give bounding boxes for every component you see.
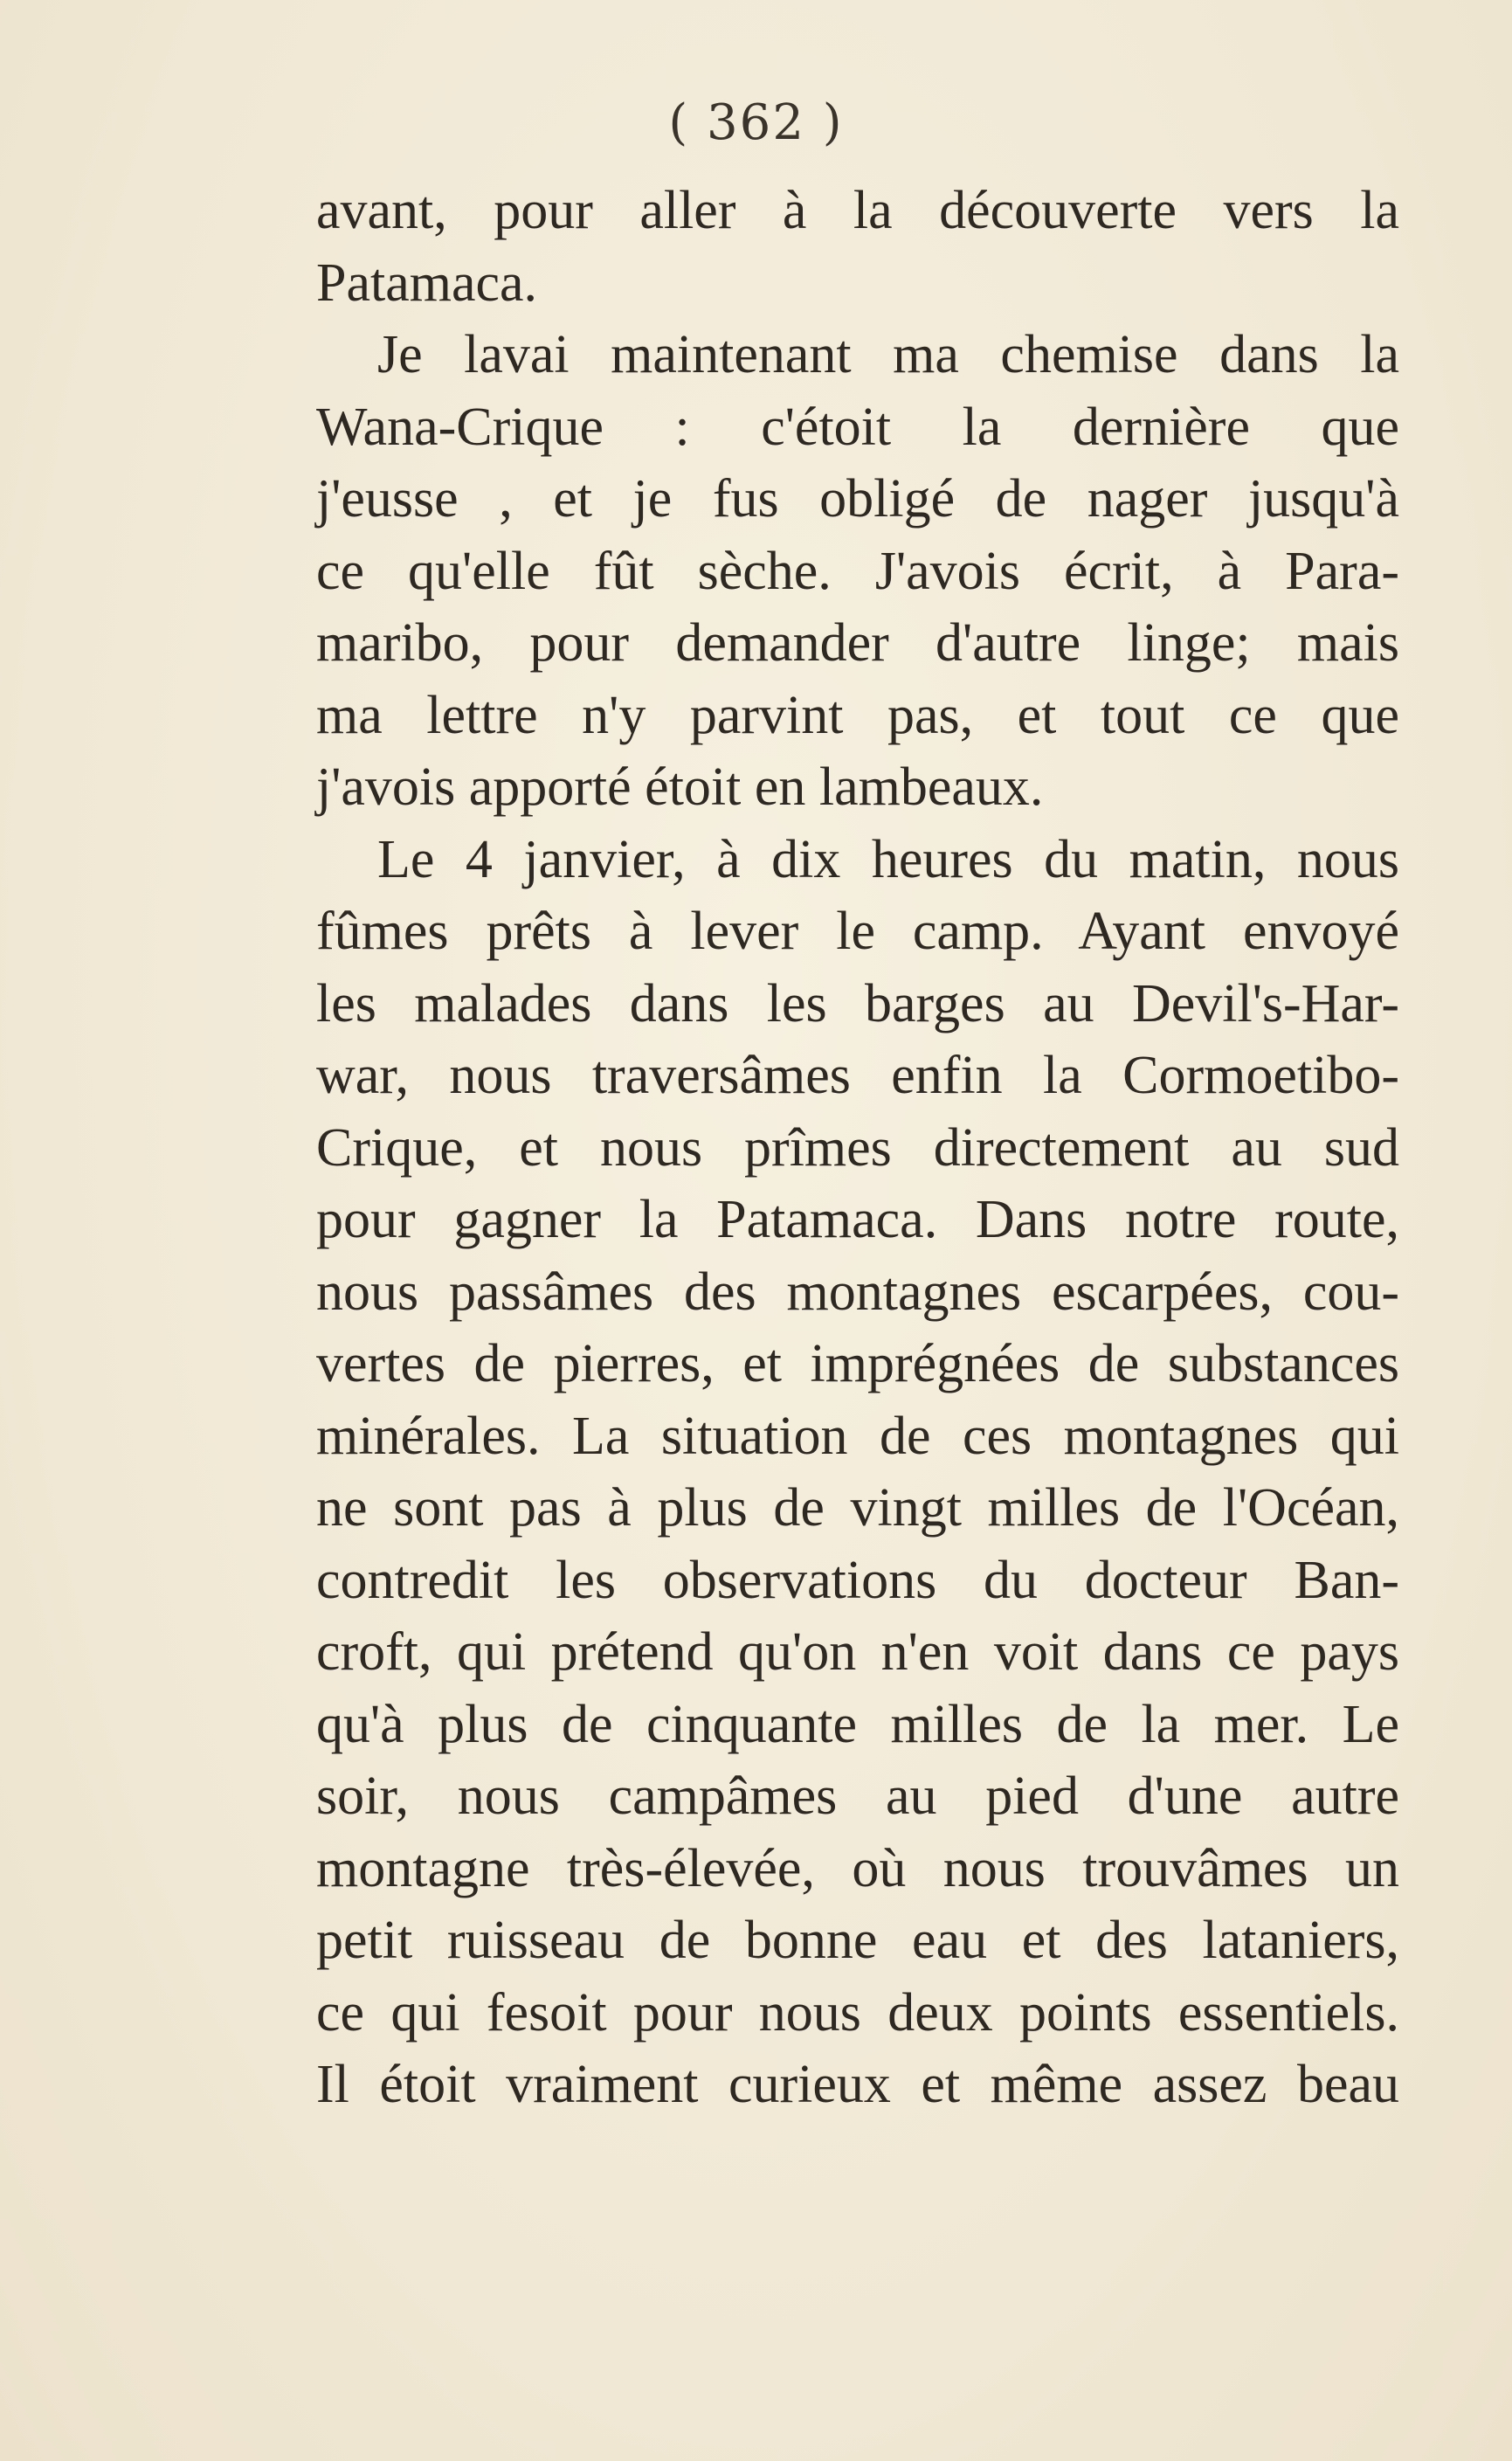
text-line: avant, pour aller à la découverte vers la — [316, 181, 1399, 240]
text-line: ce qu'elle fût sèche. J'avois écrit, à Para- — [316, 541, 1399, 601]
text-line: soir, nous campâmes au pied d'une autre — [316, 1766, 1399, 1826]
text-line: nous passâmes des montagnes escarpées, cou- — [316, 1262, 1399, 1322]
text-line: Le 4 janvier, à dix heures du matin, nous — [377, 829, 1399, 889]
text-line: Crique, et nous prîmes directement au sud — [316, 1117, 1399, 1178]
text-line: montagne très-élevée, où nous trouvâmes un — [316, 1838, 1399, 1898]
text-line: Wana-Crique : c'étoit la dernière que — [316, 397, 1399, 457]
text-line: war, nous traversâmes enfin la Cormoetibo- — [316, 1046, 1399, 1105]
text-line: petit ruisseau de bonne eau et des lataniers, — [316, 1911, 1399, 1970]
text-line: les malades dans les barges au Devil's-Har- — [316, 973, 1399, 1033]
text-line: vertes de pierres, et imprégnées de substances — [316, 1334, 1399, 1393]
text-line: contredit les observations du docteur Ban- — [316, 1550, 1399, 1610]
body-text — [316, 175, 1399, 2121]
text-line: pour gagner la Patamaca. Dans notre route, — [316, 1190, 1399, 1249]
text-line: ce qui fesoit pour nous deux points essentiels. — [316, 1982, 1399, 2043]
text-line: Patamaca. — [316, 252, 538, 313]
text-line: minérales. La situation de ces montagnes qui — [316, 1406, 1399, 1466]
text-line: maribo, pour demander d'autre linge; mais — [316, 613, 1399, 673]
text-line: croft, qui prétend qu'on n'en voit dans ce pays — [316, 1622, 1399, 1682]
text-line: j'eusse , et je fus obligé de nager jusqu'à — [316, 469, 1399, 529]
text-line: qu'à plus de cinquante milles de la mer. Le — [316, 1694, 1399, 1754]
text-line: fûmes prêts à lever le camp. Ayant envoyé — [316, 902, 1399, 961]
text-line: j'avois apporté étoit en lambeaux. — [316, 757, 1044, 817]
text-line: Je lavai maintenant ma chemise dans la — [377, 325, 1399, 384]
text-line: Il étoit vraiment curieux et même assez beau — [316, 2055, 1399, 2114]
text-line: ne sont pas à plus de vingt milles de l'Océan, — [316, 1478, 1399, 1538]
page-number: ( 362 ) — [668, 94, 844, 151]
text-line: ma lettre n'y parvint pas, et tout ce que — [316, 685, 1399, 745]
